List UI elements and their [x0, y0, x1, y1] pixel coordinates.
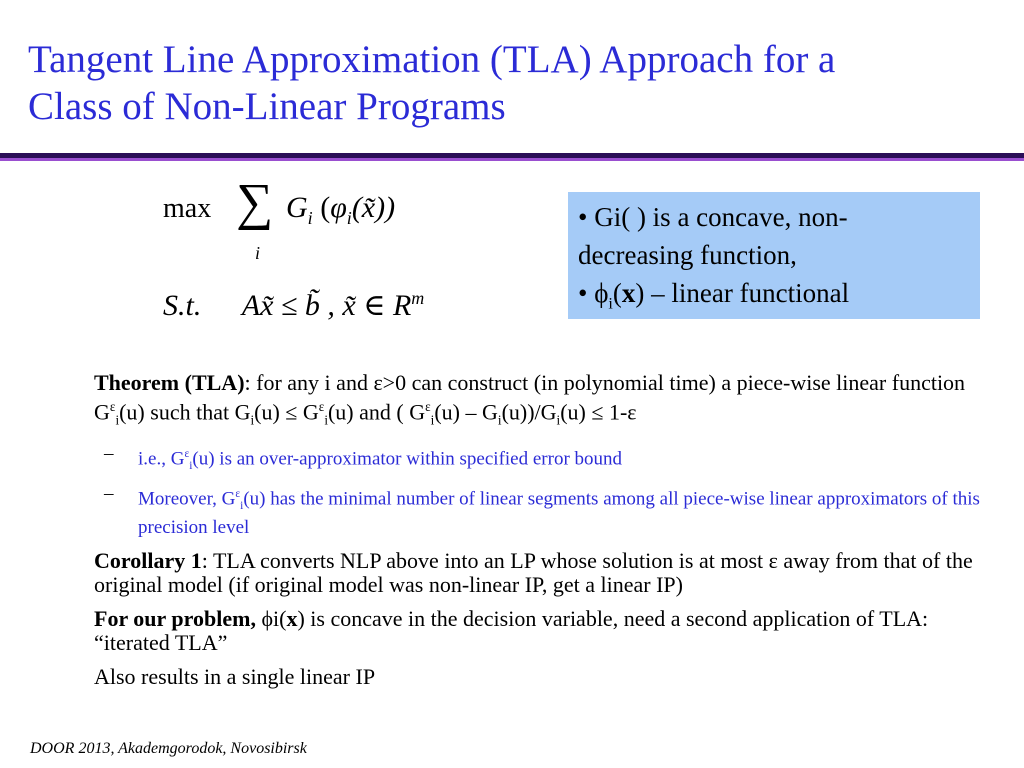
bullet-list: [58, 371, 998, 699]
title-divider-accent: [0, 158, 1024, 161]
phi-function: φ: [330, 191, 347, 224]
g-function: G: [286, 191, 308, 224]
title-line-2: Class of Non-Linear Programs: [28, 85, 506, 128]
title-line-1: Tangent Line Approximation (TLA) Approach for a: [28, 38, 836, 81]
slide-title: [28, 36, 1008, 130]
sum-index: i: [255, 243, 261, 263]
max-operator: max: [163, 193, 212, 224]
footer-conference: DOOR 2013, Akademgorodok, Novosibirsk: [30, 740, 307, 757]
g-subscript: i: [307, 208, 313, 228]
dash-marker: –: [104, 482, 114, 504]
objective-formula: [163, 193, 211, 225]
phi-symbol: ϕ: [594, 278, 609, 308]
bullet-single-ip: Also results in a single linear IP: [94, 663, 376, 689]
r-superscript: m: [411, 288, 425, 308]
x-bold: x: [621, 278, 636, 308]
bullet-theorem: Theorem (TLA): for any i and ε>0 can construct (in polynomial time) a piece-wise linear function $G^\varepsilon_i(u)$ such that $G_i(u) \le G^\varepsilon_i(u)$ and ( $G^\varepsilon_i(u) - G_i(u))/G_i(u) \le 1-\varepsilon$: [94, 370, 966, 428]
bullet-our-problem: For our problem, ϕi(x) is concave in the decision variable, need a second application of TLA: “iterated TLA”: [94, 605, 929, 655]
constraint-formula: [163, 288, 424, 323]
sub-bullet-minimal-segments: – Moreover, $G^\varepsilon_i(u)$ has the minimal number of linear segments among all piece-wise linear approximators of this precision level: [104, 482, 980, 538]
note-line-2: decreasing function,: [578, 240, 797, 270]
note-line-3: • $\phi_i(x)$ – linear functional: [578, 278, 850, 313]
open-paren: (: [320, 191, 331, 224]
dash-marker: –: [104, 442, 114, 464]
phi-subscript: i: [346, 208, 352, 228]
x-argument: (x̃)): [351, 191, 396, 224]
sum-symbol: ∑: [236, 174, 274, 231]
sub-bullet-over-approximator: – i.e., $G^\varepsilon_i(u)$ is an over-approximator within specified error bound: [104, 442, 623, 472]
bullet-corollary: Corollary 1: TLA converts NLP above into an LP whose solution is at most ε away from that of the original model (if original model was non-linear IP, get a linear IP): [94, 547, 973, 597]
definition-note: [568, 192, 980, 319]
our-problem-label: For our problem,: [94, 605, 256, 631]
constraint-expression: Ax̃ ≤ b̃ , x̃ ∈ R: [241, 289, 412, 322]
corollary-label: Corollary 1: [94, 547, 202, 573]
note-line-1: • Gi( ) is a concave, non-: [578, 202, 848, 232]
objective-expression: [286, 191, 395, 229]
subject-to: S.t.: [163, 289, 202, 322]
theorem-label: Theorem (TLA): [94, 370, 245, 395]
